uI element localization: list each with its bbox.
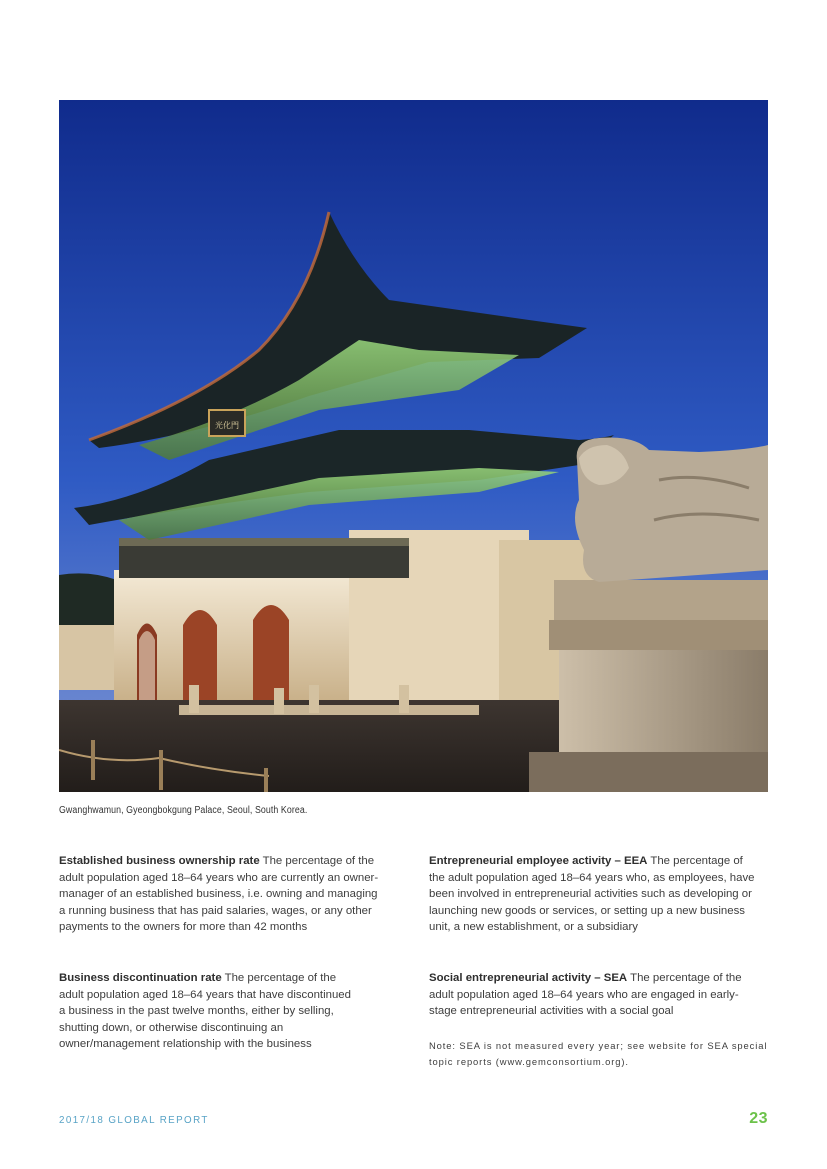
photo-caption: Gwanghwamun, Gyeongbokgung Palace, Seoul, South Korea. <box>59 805 308 816</box>
page-number: 23 <box>749 1110 768 1127</box>
definition-text: The percentage of the adult population aged 18–64 years who, as employees, have been involved in entrepreneurial activities such as developing or launching new goods or services, or setting up a new business unit, a new establishment, or a subsidiary <box>429 855 755 934</box>
definition-established-business <box>59 853 381 936</box>
definition-sea <box>429 970 759 1020</box>
definition-text: The percentage of the adult population aged 18–64 years who are currently an owner-manager of an established business, i.e. owning and managing a running business that has paid salaries, wages, or any other payments to the owners for more than 42 months <box>59 855 379 934</box>
definition-business-discontinuation <box>59 970 359 1053</box>
definition-term: Business discontinuation rate <box>59 972 222 984</box>
definition-text: The percentage of the adult population aged 18–64 years who are engaged in early-stage entrepreneurial activities with a social goal <box>429 972 742 1018</box>
svg-text:光化門: 光化門 <box>215 421 239 430</box>
report-title: 2017/18 GLOBAL REPORT <box>59 1115 209 1126</box>
gwanghwamun-photo <box>59 100 768 792</box>
definition-term: Established business ownership rate <box>59 855 260 867</box>
definition-term: Social entrepreneurial activity – SEA <box>429 972 628 984</box>
definition-eea <box>429 853 759 936</box>
definition-term: Entrepreneurial employee activity – EEA <box>429 855 648 867</box>
definition-text: The percentage of the adult population aged 18–64 years that have discontinued a business in the past twelve months, either by selling, shutting down, or otherwise discontinuing an owner/management relationship with the business <box>59 972 351 1051</box>
sea-note: Note: SEA is not measured every year; see website for SEA special topic reports (www.gemconsortium.org). <box>429 1040 768 1067</box>
